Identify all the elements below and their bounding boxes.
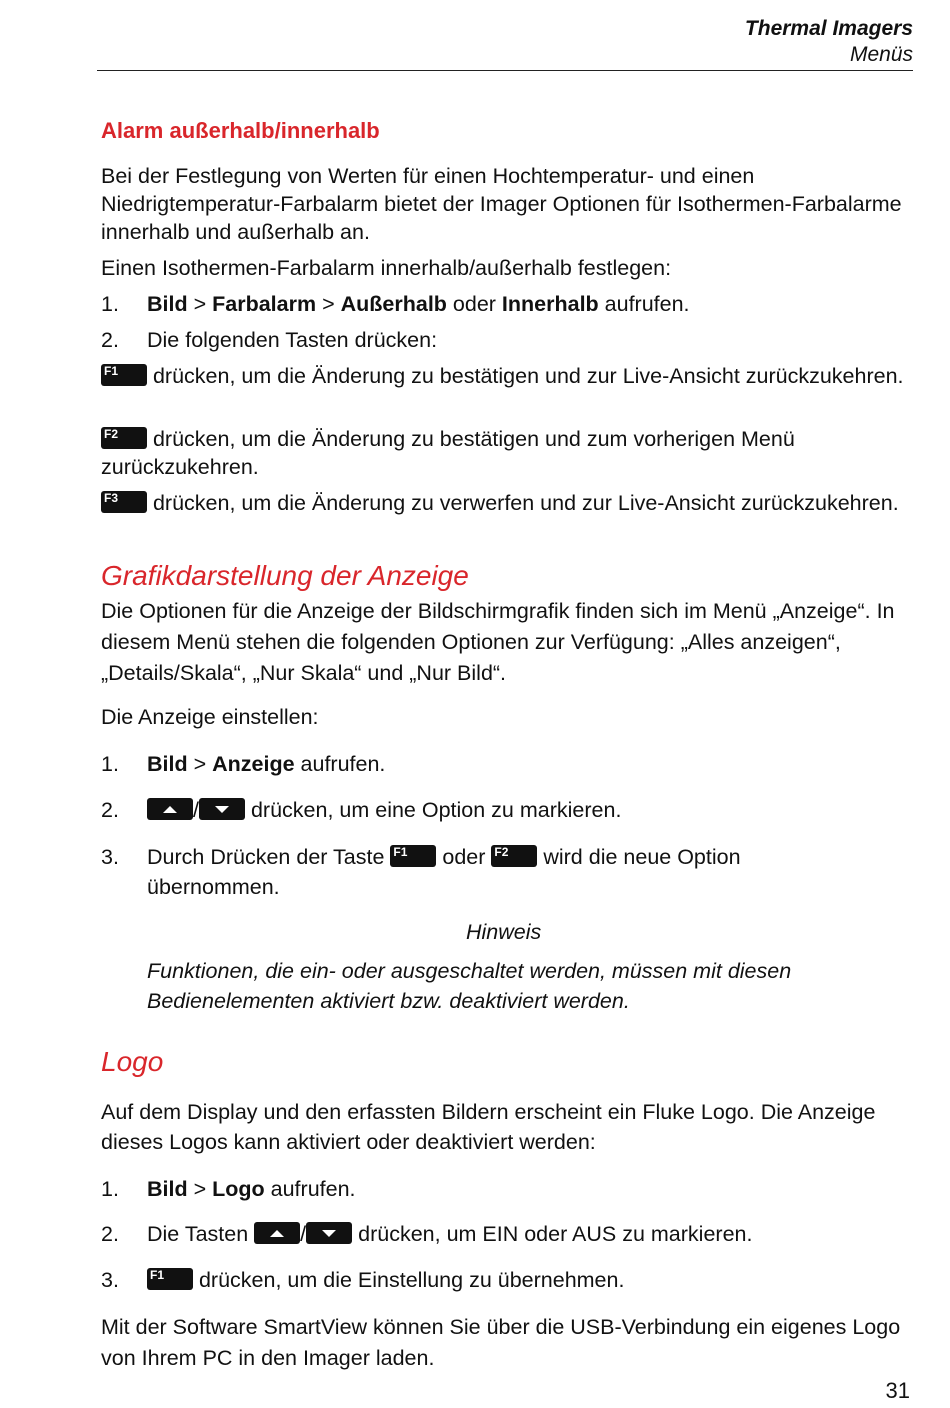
key-f2-desc bbox=[101, 425, 911, 481]
step-number: 1. bbox=[101, 1177, 119, 1201]
key-label: F1 bbox=[393, 845, 408, 859]
header-rule bbox=[97, 70, 913, 71]
step-text bbox=[147, 750, 911, 778]
step-text bbox=[147, 842, 787, 902]
step-text bbox=[147, 796, 911, 824]
step-number: 2. bbox=[101, 798, 119, 822]
key-desc-text: drücken, um die Änderung zu bestätigen und zum vorherigen Menü zurückzukehren. bbox=[101, 427, 795, 479]
key-label: F3 bbox=[104, 491, 119, 505]
menu-farbalarm: Farbalarm bbox=[212, 292, 317, 316]
step-text bbox=[147, 290, 911, 318]
menu-ausserhalb: Außerhalb bbox=[340, 292, 447, 316]
arrow-down-key-icon bbox=[306, 1222, 352, 1244]
step-text: Die folgenden Tasten drücken: bbox=[147, 328, 438, 352]
alarm-lead: Einen Isothermen-Farbalarm innerhalb/außerhalb festlegen: bbox=[101, 256, 672, 280]
step-end: aufrufen. bbox=[294, 752, 386, 776]
f1-key-icon bbox=[101, 364, 147, 386]
arrow-down-key-icon bbox=[199, 798, 245, 820]
step-number: 2. bbox=[101, 1222, 119, 1246]
menu-anzeige: Anzeige bbox=[212, 752, 295, 776]
key-desc-text: drücken, um die Änderung zu bestätigen und zur Live-Ansicht zurückzukehren. bbox=[147, 364, 904, 388]
logo-outro: Mit der Software SmartView können Sie über die USB-Verbindung ein eigenes Logo von Ihrem PC in den Imager laden. bbox=[101, 1315, 901, 1370]
key-label: F2 bbox=[494, 845, 509, 859]
step-number: 1. bbox=[101, 752, 119, 776]
key-label: F1 bbox=[104, 364, 119, 378]
f1-key-icon bbox=[147, 1268, 193, 1290]
display-intro: Die Optionen für die Anzeige der Bildschirmgrafik finden sich im Menü „Anzeige“. In diesem Menü stehen die folgenden Optionen zur Verfügung: „Alles anzeigen“, „Details/Skala“, „Nur Skala“ und „Nur Bild“. bbox=[101, 599, 895, 685]
step-end: drücken, um eine Option zu markieren. bbox=[244, 798, 622, 822]
step-end: drücken, um die Einstellung zu übernehmen. bbox=[193, 1268, 625, 1292]
separator: > bbox=[187, 292, 213, 316]
note-body: Funktionen, die ein- oder ausgeschaltet werden, müssen mit diesen Bedienelementen aktiviert bzw. deaktiviert werden. bbox=[147, 959, 792, 1013]
f2-key-icon bbox=[101, 427, 147, 449]
logo-intro: Auf dem Display und den erfassten Bildern erscheint ein Fluke Logo. Die Anzeige dieses Logos kann aktiviert oder deaktiviert werden: bbox=[101, 1100, 876, 1154]
menu-bild: Bild bbox=[147, 752, 188, 776]
key-label: F2 bbox=[104, 427, 119, 441]
step-end: aufrufen. bbox=[598, 292, 690, 316]
display-heading: Grafikdarstellung der Anzeige bbox=[101, 560, 469, 591]
separator: > bbox=[187, 1177, 213, 1201]
display-lead: Die Anzeige einstellen: bbox=[101, 705, 319, 729]
step-pre: Die Tasten bbox=[147, 1222, 255, 1246]
header-title: Thermal Imagers bbox=[744, 17, 913, 40]
alarm-intro: Bei der Festlegung von Werten für einen Hochtemperatur- und einen Niedrigtemperatur-Farbalarm bietet der Imager Optionen für Isothermen-Farbalarme innerhalb und außerhalb an. bbox=[101, 164, 902, 244]
step-pre: Durch Drücken der Taste bbox=[147, 845, 391, 869]
connector-text: oder bbox=[436, 845, 492, 869]
alarm-heading: Alarm außerhalb/innerhalb bbox=[101, 118, 380, 143]
note-title: Hinweis bbox=[466, 920, 542, 944]
step-end: drücken, um EIN oder AUS zu markieren. bbox=[352, 1222, 753, 1246]
step-text bbox=[147, 1175, 911, 1203]
slash: / bbox=[193, 798, 199, 822]
menu-bild: Bild bbox=[147, 292, 188, 316]
header-subtitle: Menüs bbox=[849, 43, 913, 66]
step-number: 3. bbox=[101, 1268, 119, 1292]
separator: > bbox=[187, 752, 213, 776]
f2-key-icon bbox=[491, 845, 537, 867]
step-text bbox=[147, 1220, 911, 1248]
step-number: 3. bbox=[101, 845, 119, 869]
step-number: 1. bbox=[101, 292, 119, 316]
menu-bild: Bild bbox=[147, 1177, 188, 1201]
step-number: 2. bbox=[101, 328, 119, 352]
slash: / bbox=[300, 1222, 307, 1246]
f1-key-icon bbox=[390, 845, 436, 867]
arrow-up-key-icon bbox=[147, 798, 193, 820]
page-number: 31 bbox=[885, 1378, 910, 1403]
arrow-up-key-icon bbox=[254, 1222, 300, 1244]
step-end: aufrufen. bbox=[264, 1177, 356, 1201]
key-f3-desc bbox=[101, 489, 911, 517]
running-header bbox=[745, 16, 913, 68]
step-end: wird die neue Option übernommen. bbox=[147, 845, 741, 899]
key-desc-text: drücken, um die Änderung zu verwerfen und zur Live-Ansicht zurückzukehren. bbox=[147, 491, 899, 515]
f3-key-icon bbox=[101, 491, 147, 513]
key-label: F1 bbox=[150, 1268, 165, 1282]
logo-heading: Logo bbox=[101, 1046, 164, 1077]
step-text bbox=[147, 1266, 911, 1294]
menu-logo: Logo bbox=[212, 1177, 265, 1201]
menu-innerhalb: Innerhalb bbox=[501, 292, 599, 316]
key-f1-desc bbox=[101, 362, 911, 390]
separator: > bbox=[316, 292, 341, 316]
connector-text: oder bbox=[446, 292, 502, 316]
